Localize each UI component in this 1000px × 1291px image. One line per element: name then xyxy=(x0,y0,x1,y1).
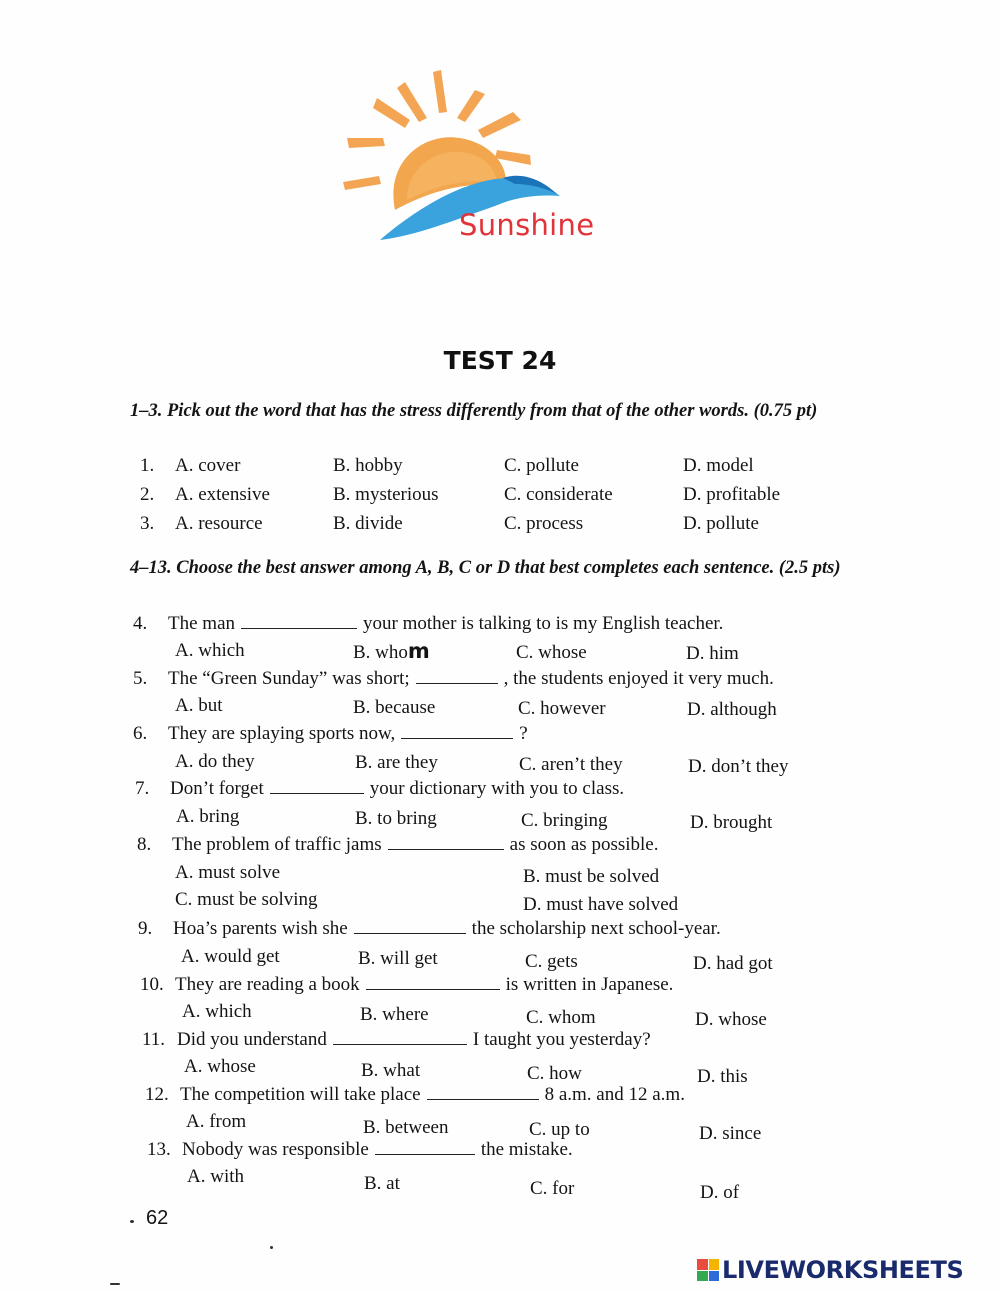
q12-stem xyxy=(180,1083,685,1107)
q3-option-a[interactable]: A. resource xyxy=(175,513,263,534)
q5-option-b[interactable]: B. because xyxy=(353,697,436,718)
q6-number: 6. xyxy=(133,723,148,744)
q4-number: 4. xyxy=(133,613,148,634)
q7-stem-after: your dictionary with you to class. xyxy=(369,778,625,799)
q7-stem-before: Don’t forget xyxy=(170,778,264,799)
q4-option-b[interactable] xyxy=(353,639,429,665)
q6-stem-before: They are splaying sports now, xyxy=(168,723,396,744)
q9-stem-before: Hoa’s parents wish she xyxy=(173,918,348,939)
test-title: TEST 24 xyxy=(443,346,557,375)
q12-option-c[interactable]: C. up to xyxy=(529,1119,590,1140)
q5-option-c[interactable]: C. however xyxy=(518,698,606,719)
q9-number: 9. xyxy=(138,918,153,939)
q11-option-d[interactable]: D. this xyxy=(697,1066,748,1087)
q11-option-c[interactable]: C. how xyxy=(527,1063,582,1084)
liveworksheets-logo xyxy=(697,1255,963,1285)
q8-option-a[interactable]: A. must solve xyxy=(175,862,281,883)
q6-stem xyxy=(168,722,528,746)
q12-stem-after: 8 a.m. and 12 a.m. xyxy=(544,1084,685,1105)
q11-option-b[interactable]: B. what xyxy=(361,1060,421,1081)
q12-number: 12. xyxy=(145,1084,169,1105)
q5-option-a[interactable]: A. but xyxy=(175,695,223,716)
q12-option-a[interactable]: A. from xyxy=(186,1111,247,1132)
q12-stem-before: The competition will take place xyxy=(180,1084,421,1105)
q6-stem-after: ? xyxy=(519,723,528,744)
q7-stem xyxy=(170,777,624,801)
q7-option-d[interactable]: D. brought xyxy=(690,812,773,833)
q13-blank[interactable] xyxy=(375,1138,475,1155)
q10-stem-after: is written in Japanese. xyxy=(505,974,674,995)
q5-stem-after: , the students enjoyed it very much. xyxy=(503,668,774,689)
q13-option-b[interactable]: B. at xyxy=(364,1173,400,1194)
q9-option-b[interactable]: B. will get xyxy=(358,948,438,969)
q10-number: 10. xyxy=(140,974,164,995)
q10-option-b[interactable]: B. where xyxy=(360,1004,429,1025)
q10-option-c[interactable]: C. whom xyxy=(526,1007,596,1028)
q5-stem xyxy=(168,667,774,691)
q2-number: 2. xyxy=(140,484,155,505)
q13-stem-before: Nobody was responsible xyxy=(182,1139,369,1160)
q10-option-d[interactable]: D. whose xyxy=(695,1009,767,1030)
q12-option-b[interactable]: B. between xyxy=(363,1117,449,1138)
q3-option-c[interactable]: C. process xyxy=(504,513,584,534)
q11-option-a[interactable]: A. whose xyxy=(184,1056,256,1077)
q5-option-d[interactable]: D. although xyxy=(687,699,777,720)
q11-stem xyxy=(177,1028,651,1052)
q12-blank[interactable] xyxy=(427,1083,539,1100)
q5-stem-before: The “Green Sunday” was short; xyxy=(168,668,410,689)
q1-option-b[interactable]: B. hobby xyxy=(333,455,403,476)
q1-option-c[interactable]: C. pollute xyxy=(504,455,579,476)
q9-option-c[interactable]: C. gets xyxy=(525,951,578,972)
q1-number: 1. xyxy=(140,455,155,476)
section2-instruction: 4–13. Choose the best answer among A, B, C or D that best completes each sentence. (2.5 pts) xyxy=(130,558,841,578)
q4-option-a[interactable]: A. which xyxy=(175,640,245,661)
q4-blank[interactable] xyxy=(241,612,357,629)
q4-stem xyxy=(168,612,723,636)
q4-stem-before: The man xyxy=(168,613,236,634)
q9-blank[interactable] xyxy=(354,917,466,934)
q5-blank[interactable] xyxy=(416,667,498,684)
q11-blank[interactable] xyxy=(333,1028,467,1045)
q7-option-b[interactable]: B. to bring xyxy=(355,808,437,829)
q6-blank[interactable] xyxy=(401,722,513,739)
q5-number: 5. xyxy=(133,668,148,689)
q9-option-a[interactable]: A. would get xyxy=(181,946,280,967)
q3-option-b[interactable]: B. divide xyxy=(333,513,403,534)
liveworksheets-icon xyxy=(697,1259,719,1281)
q9-stem xyxy=(173,917,721,941)
q4-option-c[interactable]: C. whose xyxy=(516,642,587,663)
q4-option-b-label: B. who xyxy=(353,642,408,663)
q10-stem xyxy=(175,973,673,997)
q7-number: 7. xyxy=(135,778,150,799)
q8-option-c[interactable]: C. must be solving xyxy=(175,889,318,910)
q3-number: 3. xyxy=(140,513,155,534)
scan-speck xyxy=(110,1283,120,1285)
q12-option-d[interactable]: D. since xyxy=(699,1123,762,1144)
q10-stem-before: They are reading a book xyxy=(175,974,360,995)
q8-stem xyxy=(172,833,658,857)
section1-instruction: 1–3. Pick out the word that has the stress differently from that of the other words. (0.75 pt) xyxy=(130,401,818,421)
q3-option-d[interactable]: D. pollute xyxy=(683,513,759,534)
liveworksheets-wordmark: LIVEWORKSHEETS xyxy=(722,1256,964,1284)
scan-speck xyxy=(270,1246,273,1249)
q7-option-c[interactable]: C. bringing xyxy=(521,810,608,831)
q11-number: 11. xyxy=(142,1029,166,1050)
page-number: 62 xyxy=(146,1207,169,1229)
q8-stem-after: as soon as possible. xyxy=(509,834,659,855)
q2-option-d[interactable]: D. profitable xyxy=(683,484,781,505)
q6-option-a[interactable]: A. do they xyxy=(175,751,255,772)
q4-stem-after: your mother is talking to is my English teacher. xyxy=(363,613,724,634)
q4-handwritten-mark: m xyxy=(407,639,430,663)
sunshine-logo xyxy=(335,60,610,250)
q13-option-a[interactable]: A. with xyxy=(187,1166,244,1187)
q2-option-a[interactable]: A. extensive xyxy=(175,484,270,505)
q10-blank[interactable] xyxy=(366,973,500,990)
scan-speck xyxy=(130,1220,134,1223)
q8-stem-before: The problem of traffic jams xyxy=(172,834,382,855)
q6-option-d[interactable]: D. don’t they xyxy=(688,756,789,777)
q2-option-c[interactable]: C. considerate xyxy=(504,484,613,505)
q13-option-c[interactable]: C. for xyxy=(530,1178,575,1199)
q9-stem-after: the scholarship next school-year. xyxy=(471,918,721,939)
q13-stem-after: the mistake. xyxy=(480,1139,573,1160)
q1-option-a[interactable]: A. cover xyxy=(175,455,241,476)
q6-option-c[interactable]: C. aren’t they xyxy=(519,754,623,775)
q8-number: 8. xyxy=(137,834,152,855)
q2-option-b[interactable]: B. mysterious xyxy=(333,484,439,505)
q11-stem-before: Did you understand xyxy=(177,1029,327,1050)
q8-option-b[interactable]: B. must be solved xyxy=(523,866,660,887)
q7-blank[interactable] xyxy=(270,777,364,794)
q11-stem-after: I taught you yesterday? xyxy=(472,1029,651,1050)
q9-option-d[interactable]: D. had got xyxy=(693,953,773,974)
q10-option-a[interactable]: A. which xyxy=(182,1001,252,1022)
q13-number: 13. xyxy=(147,1139,171,1160)
q1-option-d[interactable]: D. model xyxy=(683,455,754,476)
q8-blank[interactable] xyxy=(388,833,504,850)
q13-option-d[interactable]: D. of xyxy=(700,1182,740,1203)
q4-option-d[interactable]: D. him xyxy=(686,643,739,664)
q6-option-b[interactable]: B. are they xyxy=(355,752,438,773)
logo-wordmark: Sunshine xyxy=(459,208,595,242)
q13-stem xyxy=(182,1138,573,1162)
q7-option-a[interactable]: A. bring xyxy=(176,806,240,827)
q8-option-d[interactable]: D. must have solved xyxy=(523,894,679,915)
